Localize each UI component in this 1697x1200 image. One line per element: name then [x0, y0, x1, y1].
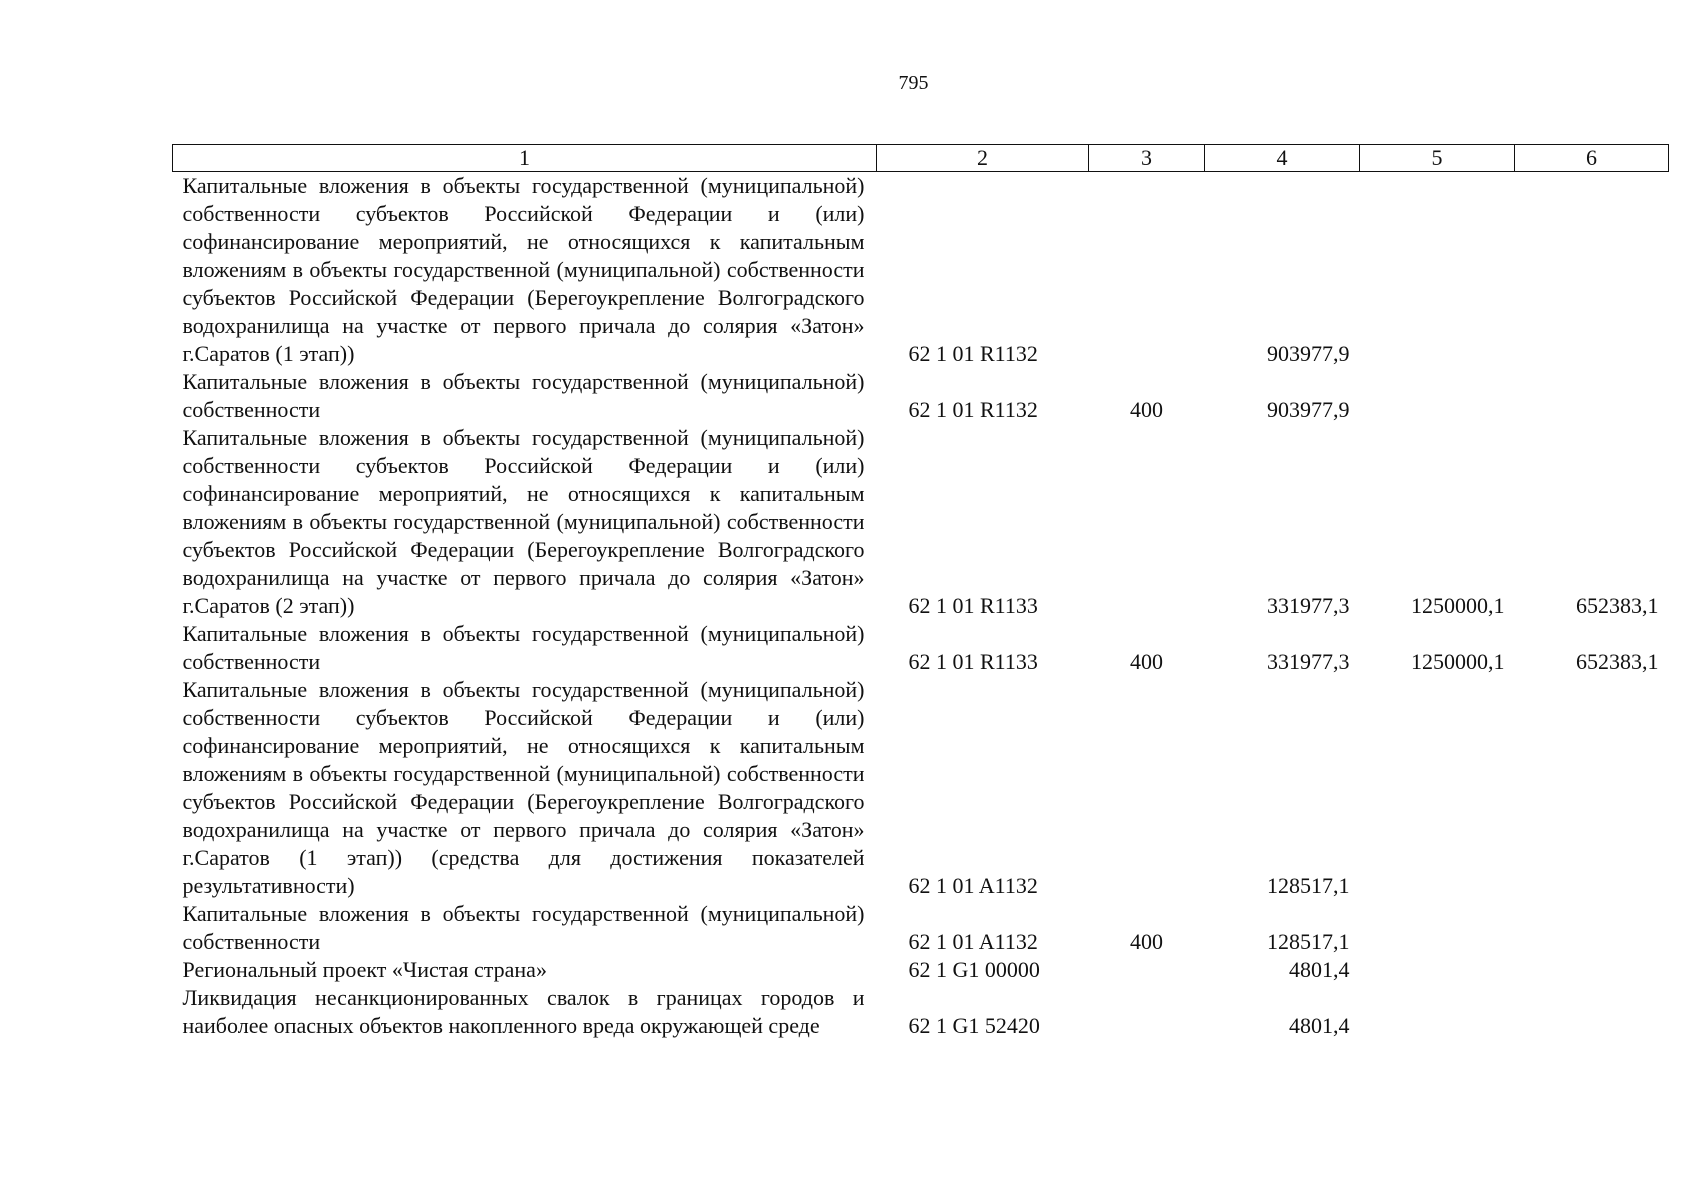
table-row [173, 172, 1669, 369]
row-code: 62 1 01 R1132 [908, 397, 1038, 422]
row-amount-3: 652383,1 [1576, 593, 1659, 618]
row-amount-1: 4801,4 [1289, 1013, 1350, 1038]
table-row [173, 956, 1669, 984]
row-expense-type: 400 [1130, 649, 1163, 674]
row-expense-type [1089, 984, 1205, 1040]
row-description: Капитальные вложения в объекты государственной (муниципальной) собственности субъектов Российской Федерации и (или) софинансирование мероприятий, не относящихся к капитальным вложениям в объекты государственной (муниципальной) собственности субъектов Российской Федерации (Берегоукрепление Волгоградского водохранилища на участке от первого причала до солярия «Затон» г.Саратов (2 этап)) [182, 425, 865, 618]
row-amount-3 [1515, 368, 1669, 424]
row-amount-2 [1360, 172, 1515, 369]
table-header-row [173, 145, 1669, 172]
table-row [173, 984, 1669, 1040]
row-expense-type: 400 [1130, 929, 1163, 954]
row-expense-type [1089, 956, 1205, 984]
row-amount-3 [1515, 956, 1669, 984]
row-expense-type: 400 [1130, 397, 1163, 422]
column-header-2: 2 [877, 145, 1089, 172]
row-code: 62 1 01 R1133 [908, 593, 1038, 618]
table-row [173, 368, 1669, 424]
row-amount-3 [1515, 172, 1669, 369]
row-code: 62 1 01 A1132 [908, 929, 1038, 954]
row-amount-3 [1515, 676, 1669, 900]
row-description: Капитальные вложения в объекты государственной (муниципальной) собственности субъектов Российской Федерации и (или) софинансирование мероприятий, не относящихся к капитальным вложениям в объекты государственной (муниципальной) собственности субъектов Российской Федерации (Берегоукрепление Волгоградского водохранилища на участке от первого причала до солярия «Затон» г.Саратов (1 этап)) (средства для достижения показателей результативности) [182, 677, 865, 898]
row-code: 62 1 G1 00000 [908, 957, 1040, 982]
row-amount-2 [1360, 984, 1515, 1040]
row-description: Капитальные вложения в объекты государственной (муниципальной) собственности [182, 621, 865, 674]
row-code: 62 1 01 A1132 [908, 873, 1038, 898]
row-description: Капитальные вложения в объекты государственной (муниципальной) собственности [182, 901, 865, 954]
row-amount-2 [1360, 900, 1515, 956]
column-header-3: 3 [1089, 145, 1205, 172]
column-header-1: 1 [173, 145, 877, 172]
row-amount-3 [1515, 900, 1669, 956]
row-description: Капитальные вложения в объекты государственной (муниципальной) собственности [182, 369, 865, 422]
row-description: Ликвидация несанкционированных свалок в границах городов и наиболее опасных объектов накопленного вреда окружающей среде [182, 985, 865, 1038]
column-header-6: 6 [1515, 145, 1669, 172]
table-row [173, 620, 1669, 676]
budget-table [172, 144, 1669, 1040]
row-code: 62 1 01 R1133 [908, 649, 1038, 674]
row-amount-2 [1360, 368, 1515, 424]
column-header-4: 4 [1205, 145, 1360, 172]
row-expense-type [1089, 172, 1205, 369]
table-row [173, 424, 1669, 620]
row-amount-1: 331977,3 [1267, 593, 1350, 618]
row-amount-2: 1250000,1 [1411, 649, 1505, 674]
row-amount-1: 903977,9 [1267, 397, 1350, 422]
row-amount-1: 903977,9 [1267, 341, 1350, 366]
page-number: 795 [898, 72, 929, 94]
row-amount-1: 4801,4 [1289, 957, 1350, 982]
table-row [173, 900, 1669, 956]
row-amount-2: 1250000,1 [1411, 593, 1505, 618]
row-code: 62 1 01 R1132 [908, 341, 1038, 366]
row-amount-3 [1515, 984, 1669, 1040]
row-amount-1: 128517,1 [1267, 929, 1350, 954]
column-header-5: 5 [1360, 145, 1515, 172]
row-amount-1: 128517,1 [1267, 873, 1350, 898]
row-code: 62 1 G1 52420 [908, 1013, 1040, 1038]
row-description: Региональный проект «Чистая страна» [182, 957, 547, 982]
row-amount-2 [1360, 676, 1515, 900]
row-expense-type [1089, 676, 1205, 900]
row-description: Капитальные вложения в объекты государственной (муниципальной) собственности субъектов Российской Федерации и (или) софинансирование мероприятий, не относящихся к капитальным вложениям в объекты государственной (муниципальной) собственности субъектов Российской Федерации (Берегоукрепление Волгоградского водохранилища на участке от первого причала до солярия «Затон» г.Саратов (1 этап)) [182, 173, 865, 366]
row-amount-2 [1360, 956, 1515, 984]
row-amount-1: 331977,3 [1267, 649, 1350, 674]
table-row [173, 676, 1669, 900]
row-expense-type [1089, 424, 1205, 620]
row-amount-3: 652383,1 [1576, 649, 1659, 674]
